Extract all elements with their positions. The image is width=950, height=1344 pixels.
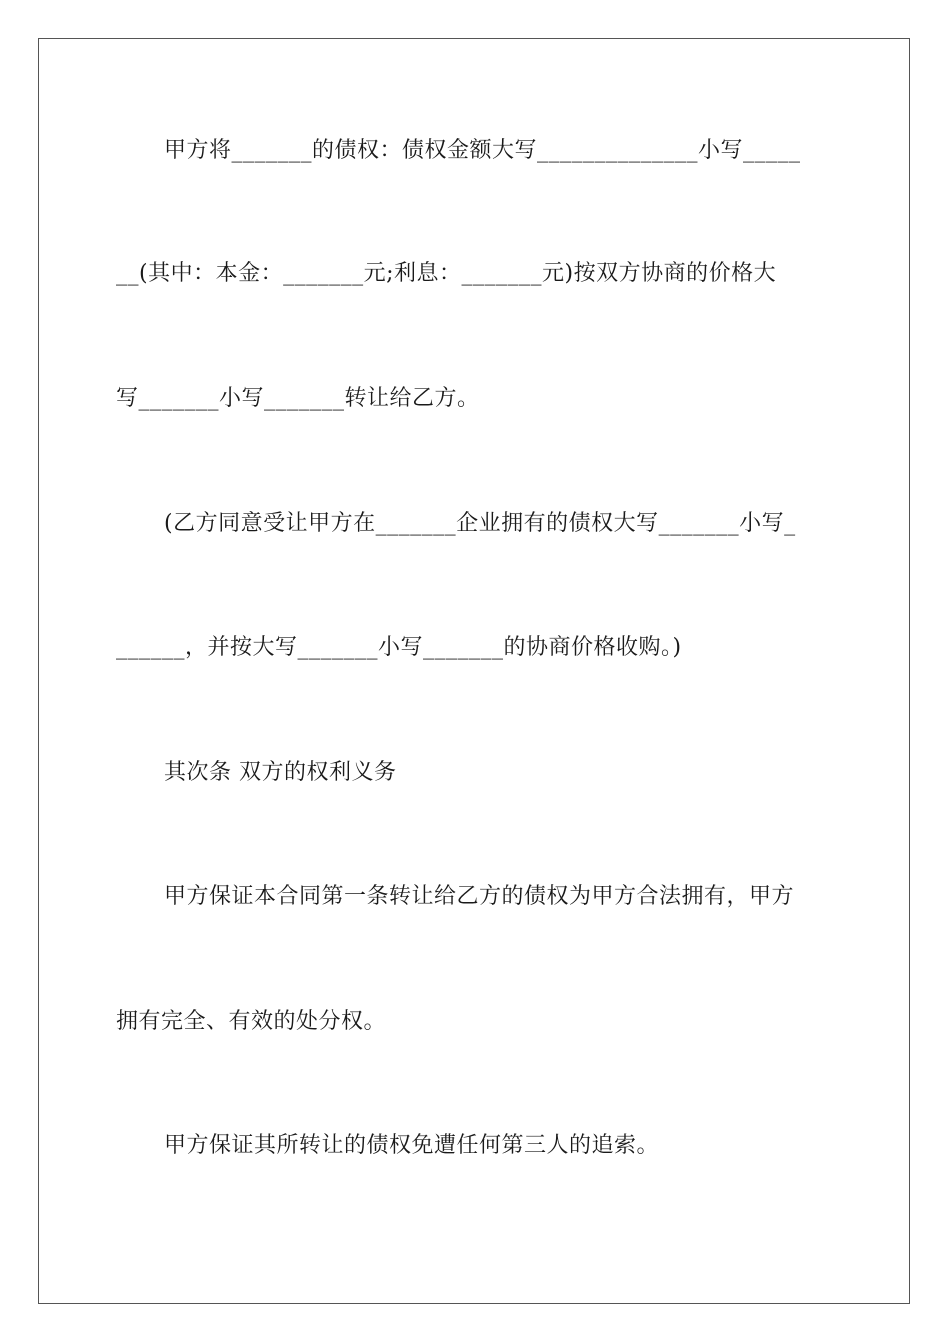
paragraph-acceptance-line-2: ______，并按大写_______小写_______的协商价格收购。) [116,635,682,660]
paragraph-third-party-claims: 甲方保证其所转让的债权免遭任何第三人的追索。 [164,1133,660,1158]
paragraph-guarantee-line-1: 甲方保证本合同第一条转让给乙方的债权为甲方合法拥有，甲方 [164,884,795,909]
section-heading-rights-obligations: 其次条 双方的权利义务 [164,760,397,785]
paragraph-transfer-line-2: __(其中：本金：_______元;利息：_______元)按双方协商的价格大 [116,261,777,286]
paragraph-acceptance-line-1: (乙方同意受让甲方在_______企业拥有的债权大写_______小写_ [164,511,796,536]
page-border [38,38,910,1304]
paragraph-transfer-line-1: 甲方将_______的债权：债权金额大写______________小写_____ [164,138,801,163]
paragraph-transfer-line-3: 写_______小写_______转让给乙方。 [116,386,480,411]
paragraph-guarantee-line-2: 拥有完全、有效的处分权。 [116,1009,387,1034]
